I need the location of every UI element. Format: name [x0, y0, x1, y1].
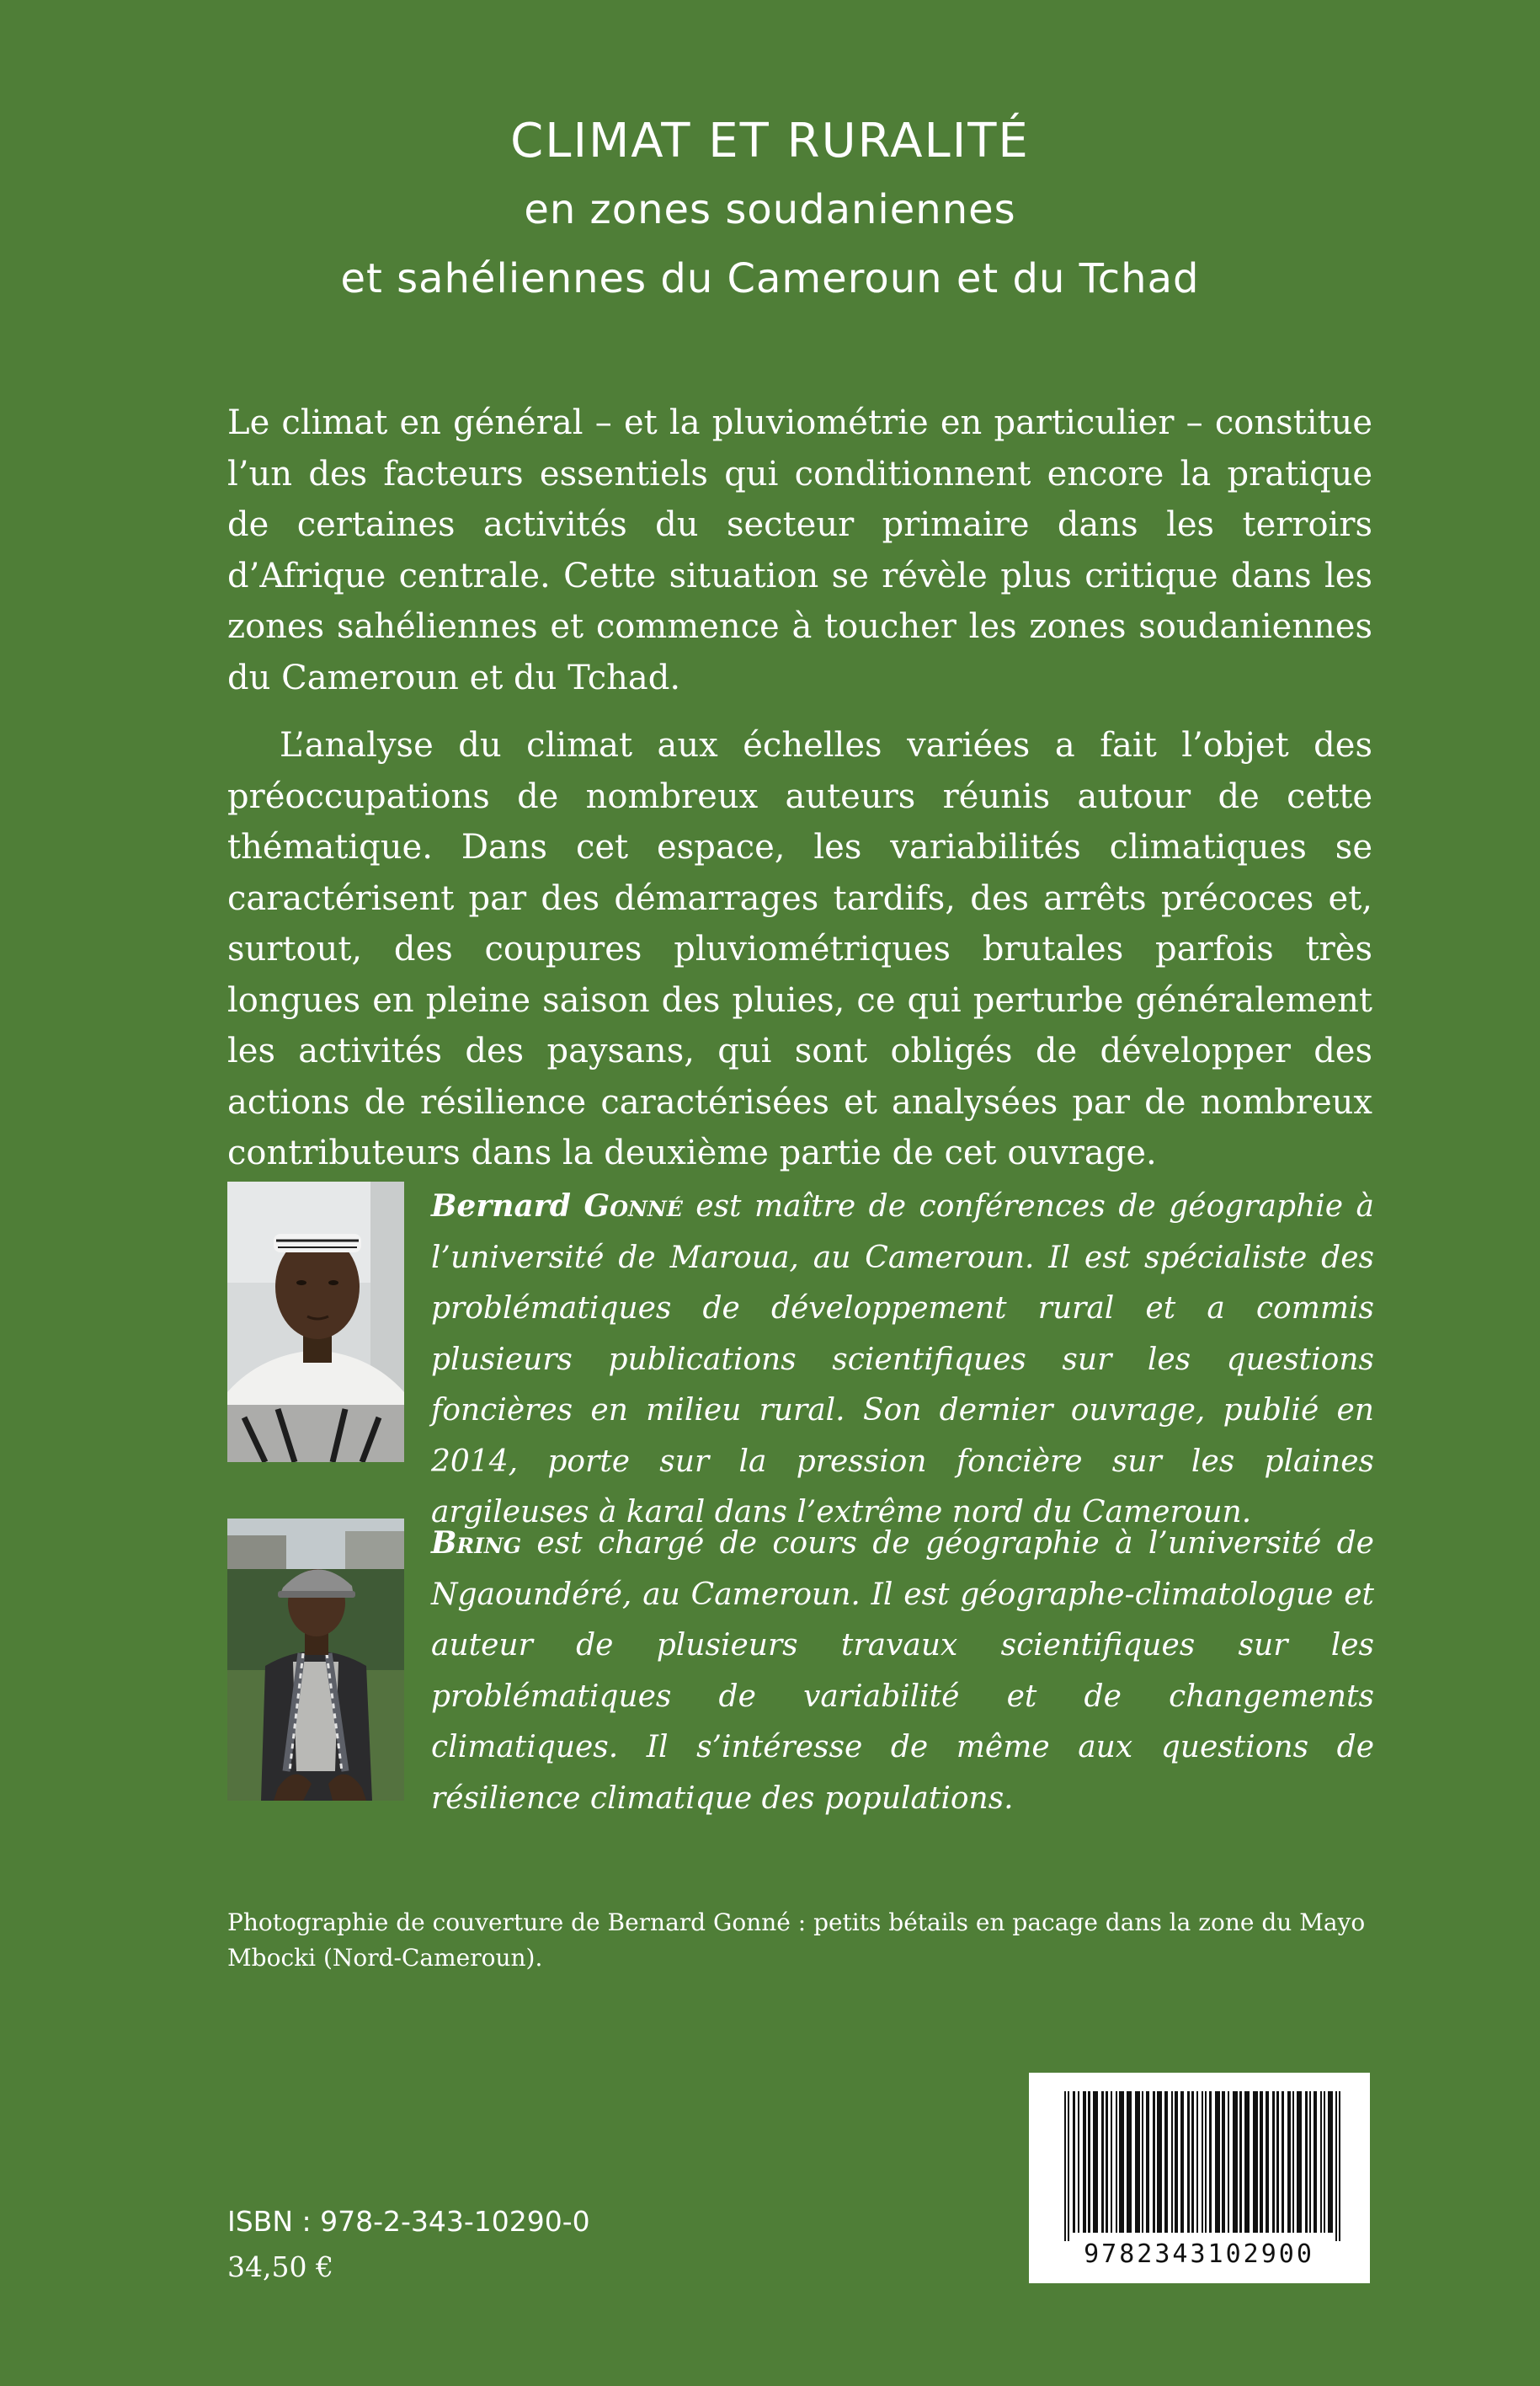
barcode-digits: 9782343102900 [1084, 2239, 1314, 2269]
barcode-bar [1228, 2091, 1229, 2233]
author-bio-text: est chargé de cours de géographie à l’université de Ngaoundéré, au Cameroun. Il est géographe-climatologue et auteur de plusieurs travaux scientifiques sur les problématiques de variabilité et de changements climatiques. Il s’intéresse de même aux questions de résilience climatique des populations. [431, 1526, 1374, 1816]
barcode-bar [1135, 2091, 1140, 2233]
barcode-bar [1324, 2091, 1325, 2233]
barcode [1029, 2073, 1370, 2283]
barcode-bar [1116, 2091, 1117, 2233]
barcode-bar [1239, 2091, 1242, 2233]
barcode-bar [1106, 2091, 1108, 2233]
barcode-bar [1078, 2091, 1079, 2233]
book-title: CLIMAT ET RURALITÉ [510, 114, 1030, 168]
summary-paragraph-1: Le climat en général – et la pluviométrie en particulier – constitue l’un des facteurs essentiels qui conditionnent encore la pratique de certaines activités du secteur primaire dans les terroirs d’Afrique centrale. Cette situation se révèle plus critique dans les zones sahéliennes et commence à toucher les zones soudaniennes du Cameroun et du Tchad. [227, 403, 1372, 697]
barcode-bar [1287, 2091, 1291, 2233]
barcode-bar [1064, 2091, 1066, 2241]
author-bio-text: est maître de conférences de géographie à l’université de Maroua, au Cameroun. Il est spécialiste des problématiques de développement rural et a commis plusieurs publications scientifiques sur les questions foncières en milieu rural. Son dernier ouvrage, publié en 2014, porte sur la pression foncière sur les plaines argileuses à karal dans l’extrême nord du Cameroun. [431, 1189, 1374, 1529]
author-bio-gonne [431, 1181, 1374, 1539]
barcode-bar [1101, 2091, 1104, 2233]
barcode-bar [1276, 2091, 1279, 2233]
barcode-bar [1314, 2091, 1317, 2233]
barcode-bar [1339, 2091, 1340, 2241]
barcode-bar [1209, 2091, 1212, 2233]
barcode-bar [1153, 2091, 1155, 2233]
author-bio-bring [431, 1518, 1374, 1824]
author-last-name: Bring [431, 1525, 522, 1561]
barcode-bar [1119, 2091, 1124, 2233]
barcode-bar [1175, 2091, 1178, 2233]
barcode-bar [1328, 2091, 1333, 2233]
barcode-bar [1244, 2091, 1250, 2233]
barcode-bar [1260, 2091, 1263, 2233]
barcode-bar [1292, 2091, 1294, 2233]
barcode-bar [1191, 2091, 1194, 2233]
barcode-bar [1233, 2091, 1238, 2233]
barcode-bar [1146, 2091, 1149, 2233]
book-subtitle-line-1: en zones soudaniennes [524, 186, 1016, 233]
barcode-bar [1127, 2091, 1132, 2233]
book-subtitle-line-2: et sahéliennes du Cameroun et du Tchad [340, 255, 1200, 302]
barcode-bar [1272, 2091, 1275, 2233]
author-photo-bring [227, 1519, 404, 1801]
barcode-bar [1266, 2091, 1269, 2233]
barcode-bar [1196, 2091, 1198, 2233]
barcode-bar [1093, 2091, 1098, 2233]
barcode-bar [1297, 2091, 1302, 2233]
barcode-bar [1083, 2091, 1086, 2233]
barcode-bar [1164, 2091, 1168, 2233]
barcode-bar [1309, 2091, 1311, 2233]
barcode-bar [1282, 2091, 1284, 2233]
photo-credit: Photographie de couverture de Bernard Gonné : petits bétails en pacage dans la zone du Mayo Mbocki (Nord-Cameroun). [227, 1908, 1366, 1972]
author-first-name: Bernard [431, 1188, 571, 1224]
barcode-bar [1202, 2091, 1203, 2233]
barcode-bar [1253, 2091, 1258, 2233]
barcode-bar [1215, 2091, 1220, 2233]
title-block [0, 108, 1540, 313]
barcode-bar [1088, 2091, 1090, 2233]
summary [227, 398, 1372, 1179]
barcode-bar [1111, 2091, 1112, 2233]
barcode-bar [1171, 2091, 1173, 2233]
barcode-bar [1222, 2091, 1225, 2233]
barcode-bar [1320, 2091, 1322, 2233]
barcode-graphic [1029, 2073, 1370, 2283]
barcode-bar [1205, 2091, 1207, 2233]
barcode-bar [1335, 2091, 1337, 2241]
barcode-bar [1305, 2091, 1308, 2233]
price: 34,50 € [227, 2250, 333, 2283]
barcode-bar [1187, 2091, 1190, 2233]
barcode-bar [1073, 2091, 1075, 2233]
isbn: ISBN : 978-2-343-10290-0 [227, 2205, 590, 2238]
barcode-bar [1142, 2091, 1143, 2233]
barcode-bar [1180, 2091, 1184, 2233]
summary-paragraph-2: L’analyse du climat aux échelles variées a fait l’objet des préoccupations de nombreux auteurs réunis autour de cette thématique. Dans cet espace, les variabilités climatiques se caractérisent par des démarrages tardifs, des arrêts précoces et, surtout, des coupures pluviométriques brutales parfois très longues en pleine saison des pluies, ce qui perturbe généralement les activités des paysans, qui sont obligés de développer des actions de résilience caractérisées et analysées par de nombreux contributeurs dans la deuxième partie de cet ouvrage. [227, 726, 1372, 1172]
barcode-bar [1068, 2091, 1069, 2241]
author-photo-gonne [227, 1182, 404, 1462]
author-last-name: Gonné [583, 1188, 683, 1224]
barcode-bar [1157, 2091, 1162, 2233]
